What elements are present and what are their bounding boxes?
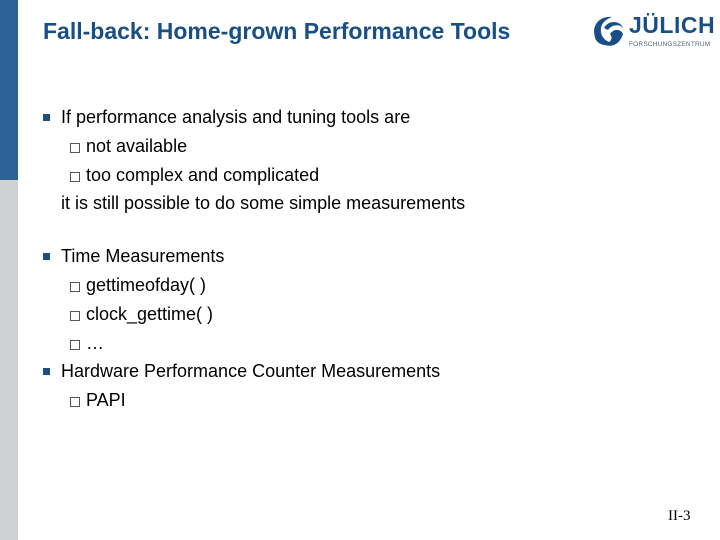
sidebar-accent-top [0,0,18,180]
sub-bullet [70,390,126,411]
juelich-logo-icon [590,14,626,50]
sub-bullet [70,304,213,325]
bullet-square-icon [43,368,50,375]
sub-bullet [70,275,206,296]
checkbox-bullet-icon [70,282,80,292]
logo-wordmark: JÜLICH [629,12,716,38]
slide-title: Fall-back: Home-grown Performance Tools [43,18,511,44]
continuation-text: it is still possible to do some simple measurements [61,193,466,213]
checkbox-bullet-icon [70,172,80,182]
bullet-text: Hardware Performance Counter Measurements [61,361,441,381]
sub-bullet-text: not available [86,136,188,156]
sidebar-accent-bottom [0,180,18,540]
sub-bullet [70,165,319,186]
sub-bullet [70,333,104,354]
checkbox-bullet-icon [70,311,80,321]
sub-bullet-text: too complex and complicated [86,165,320,185]
sub-bullet-text: clock_gettime( ) [86,304,214,324]
checkbox-bullet-icon [70,143,80,153]
sub-bullet-text: gettimeofday( ) [86,275,207,295]
bullet-square-icon [43,114,50,121]
sub-bullet-text: PAPI [86,390,126,410]
page-number: II-3 [668,508,691,524]
bullet-square-icon [43,253,50,260]
juelich-logo [588,12,716,54]
sub-bullet [70,136,187,157]
checkbox-bullet-icon [70,397,80,407]
bullet-text: If performance analysis and tuning tools are [61,107,411,127]
logo-subtitle: FORSCHUNGSZENTRUM [629,41,711,48]
bullet-text: Time Measurements [61,246,225,266]
checkbox-bullet-icon [70,340,80,350]
sub-bullet-text: … [86,333,104,353]
